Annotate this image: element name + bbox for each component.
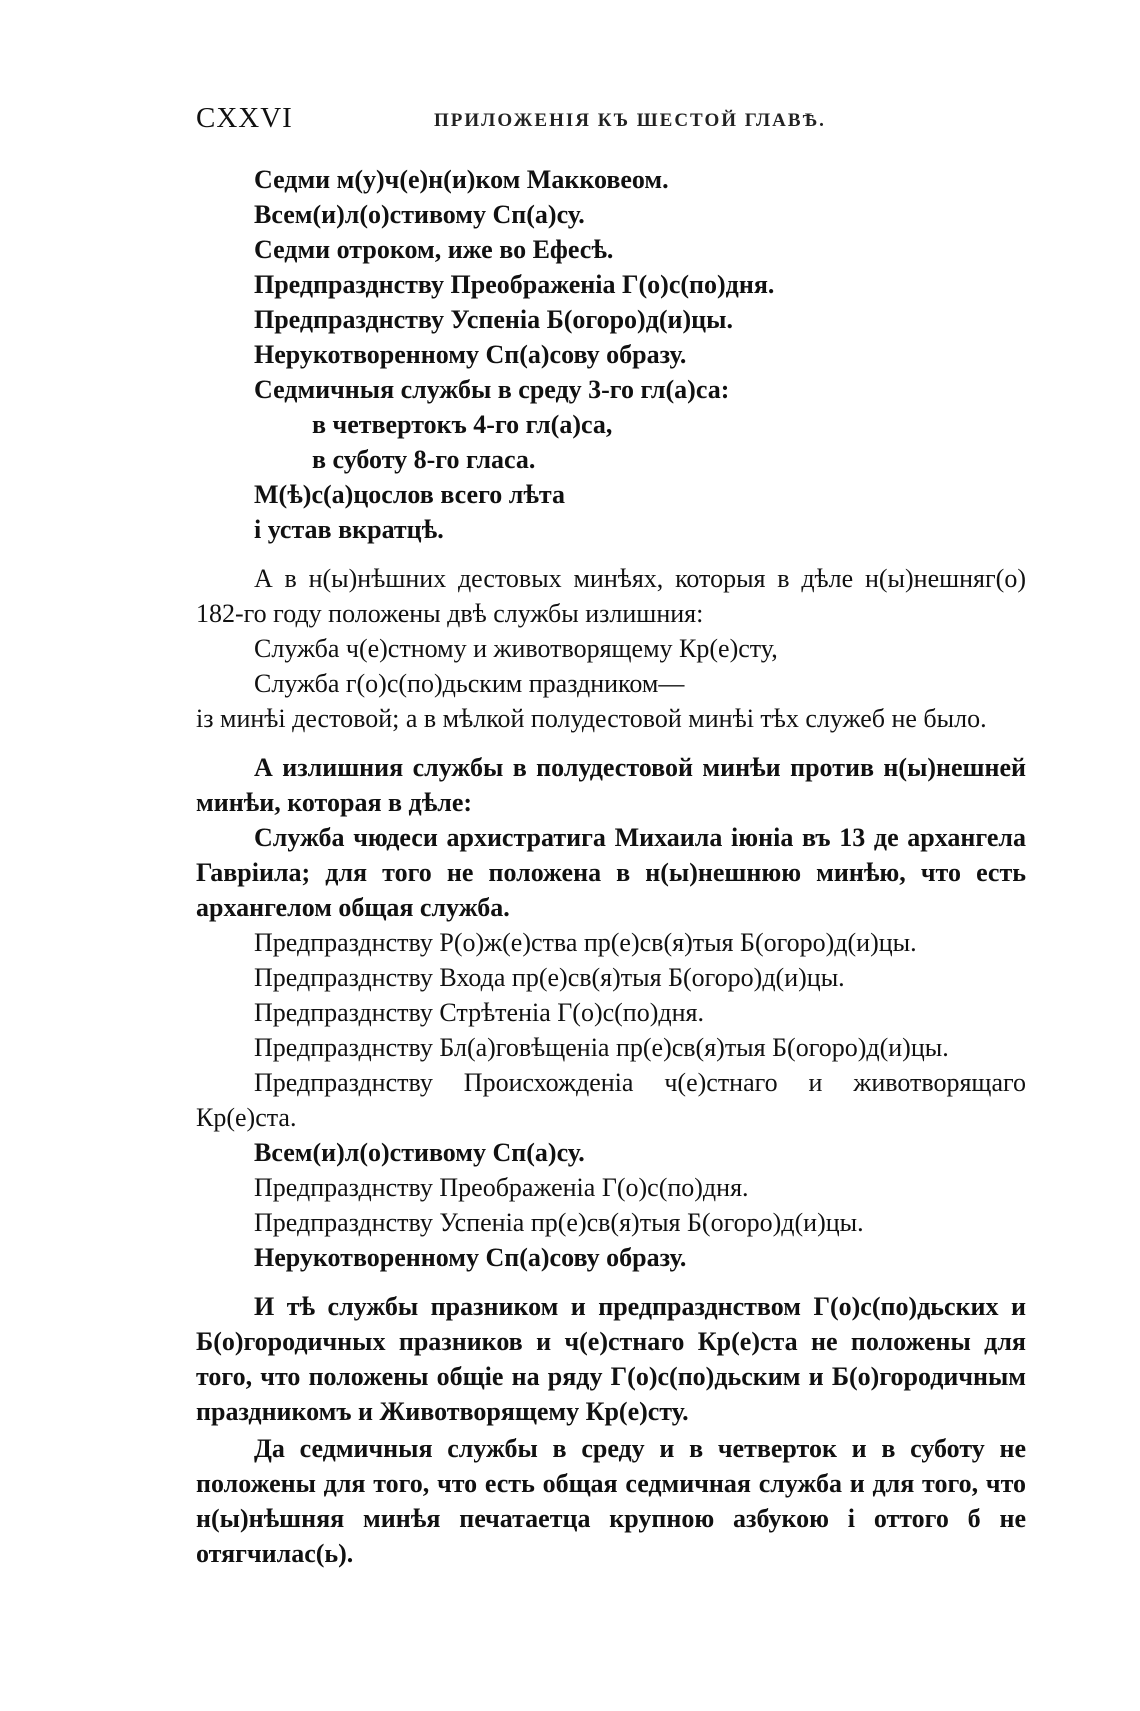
list-item: Предпразднству Успенiа Б(огоро)д(и)цы. [254, 305, 733, 334]
paragraph-weekday-services: Да седмичныя службы в среду и в четверток и в суботу не положены для того, что есть общая седмичная служба и для того, что н(ы)нѣшняя минѣя печатаетца крупною азбукою і оттого б не отягчилас(ь). [196, 1434, 1026, 1568]
list-item: Предпразднству Р(о)ж(е)ства пр(е)св(я)тыя Б(огоро)д(и)цы. [254, 928, 917, 957]
list-item: Предпразднству Бл(а)говѣщенiа пр(е)св(я)тыя Б(огоро)д(и)цы. [254, 1033, 949, 1062]
list-item: Предпразднству Преображенiа Г(о)с(по)дня. [254, 270, 775, 299]
list-item: Служба г(о)с(по)дьским праздником— [254, 669, 685, 698]
list-item: Служба ч(е)стному и животворящему Кр(е)сту, [254, 634, 778, 663]
service-list [196, 162, 1026, 547]
list-item: в суботу 8-го гласа. [312, 445, 536, 474]
list-item: Нерукотворенному Сп(а)сову образу. [254, 1243, 687, 1272]
list-item: Всем(и)л(о)стивому Сп(а)су. [254, 1138, 585, 1167]
paragraph-dest-minei [196, 561, 1026, 736]
page-number: CXXVI [196, 102, 293, 134]
paragraph-extra-services [196, 750, 1026, 1275]
running-head: ПРИЛОЖЕНІЯ КЪ ШЕСТОЙ ГЛАВѢ. [434, 110, 826, 131]
body-text [196, 162, 1026, 1585]
list-item: Седми м(у)ч(е)н(и)ком Макковеом. [254, 165, 669, 194]
list-item: Предпразднству Происхожденiа ч(е)стнаго и животворящаго Кр(е)ста. [196, 1068, 1026, 1132]
list-item: Седми отроком, иже во Ефесѣ. [254, 235, 614, 264]
paragraph-intro: А излишния службы в полудестовой минѣи против н(ы)нешней минѣи, которая в дѣле: [196, 753, 1026, 817]
paragraph-not-included: И тѣ службы празником и предпразднством Г(о)с(по)дьских и Б(о)городичных празников и ч(е)стнаго Кр(е)ста не положены для того, что положены общіе на ряду Г(о)с(по)дьским и Б(о)городичным праздникомъ и Животворящему Кр(е)сту. [196, 1292, 1026, 1426]
list-item: в четвертокъ 4-го гл(а)са, [312, 410, 613, 439]
page-header [196, 102, 1026, 142]
list-item: М(ѣ)с(а)цослов всего лѣта [254, 480, 566, 509]
list-item: і устав вкратцѣ. [254, 515, 444, 544]
list-item: Нерукотворенному Сп(а)сову образу. [254, 340, 687, 369]
list-item: Предпразднству Преображенiа Г(о)с(по)дня. [254, 1173, 749, 1202]
list-item: Всем(и)л(о)стивому Сп(а)су. [254, 200, 585, 229]
list-item: Предпразднству Входа пр(е)св(я)тыя Б(огоро)д(и)цы. [254, 963, 845, 992]
paragraph-closing: із минѣі дестовой; а в мѣлкой полудестовой минѣі тѣх служеб не было. [196, 704, 987, 733]
list-item: Предпразднству Успенiа пр(е)св(я)тыя Б(огоро)д(и)цы. [254, 1208, 864, 1237]
list-item: Служба чюдеси архистратига Михаила іюніа въ 13 де архангела Гавріила; для того не положена в н(ы)нешнюю минѣю, что есть архангелом общая служба. [196, 823, 1026, 922]
list-item: Предпразднству Стрѣтенiа Г(о)с(по)дня. [254, 998, 704, 1027]
list-item: Седмичныя службы в среду 3-го гл(а)са: [254, 375, 730, 404]
paragraph-intro: А в н(ы)нѣшних дестовых минѣях, которыя в дѣле н(ы)нешняг(о) 182-го году положены двѣ службы излишния: [196, 564, 1026, 628]
